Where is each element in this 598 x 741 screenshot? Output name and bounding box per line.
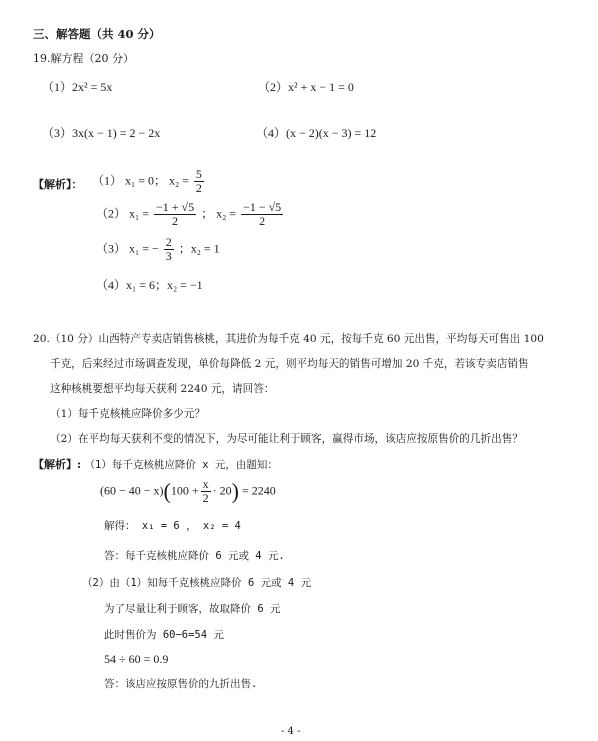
q19-part4 <box>256 124 376 141</box>
q20-equation-right: = 2240 <box>241 483 276 498</box>
q19-answer-4 <box>96 276 203 293</box>
q19-answer-2-separator: ； <box>201 206 214 221</box>
q19-answer-2-x2-prefix: x₂ = <box>216 206 237 221</box>
q19-answer-2-numerator-1: −1 + √5 <box>155 200 195 214</box>
q19-answer-2 <box>96 201 285 228</box>
q20-equation-mid-prefix: 100 + <box>170 483 199 498</box>
q20-part2-line-3: 此时售价为 60−6=54 元 <box>104 629 224 641</box>
q20-equation-mid-suffix: · 20 <box>212 483 232 498</box>
q19-part3-equation: 3x(x − 1) = 2 − 2x <box>72 126 161 140</box>
q19-part2 <box>258 78 354 95</box>
q19-part3-label: （3） <box>42 126 73 140</box>
q19-answer-1-x2-prefix: x₂ = <box>168 173 189 188</box>
q20-line-1: 20.（10 分）山西特产专卖店销售核桃，其进价为每千克 40 元，按每千克 60 元出售，平均每天可售出 100 <box>33 333 544 345</box>
q20-analysis <box>33 456 278 472</box>
q19-answer-3-x1-prefix: x₁ = − <box>129 241 159 256</box>
q19-part3 <box>42 124 160 141</box>
q20-equation-numerator: x <box>202 477 209 491</box>
q19-answer-2-numerator-2: −1 − √5 <box>243 200 282 214</box>
q19-part2-equation: x² + x − 1 = 0 <box>288 80 354 94</box>
q19-answer-1-fraction <box>194 168 204 195</box>
q19-answer-2-label: （2） <box>96 206 127 221</box>
q19-answer-2-denominator-1: 2 <box>172 214 179 228</box>
q19-answer-1-numerator: 5 <box>195 167 202 181</box>
q20-part2-line-5: 答：该店应按原售价的九折出售. <box>104 678 258 690</box>
q19-part4-equation: (x − 2)(x − 3) = 12 <box>286 126 377 140</box>
q19-answer-2-fraction-1 <box>154 201 196 228</box>
q19-answer-1-denominator: 2 <box>195 181 202 195</box>
q20-equation-open-paren: ( <box>163 478 171 504</box>
q19-part4-label: （4） <box>256 126 287 140</box>
q19-analysis-label: 【解析】： <box>33 178 83 191</box>
q19-answer-3-fraction <box>164 236 174 263</box>
q20-answer-1: 答：每千克核桃应降价 6 元或 4 元. <box>104 550 285 562</box>
q19-part1 <box>42 78 112 95</box>
q20-subquestion-1: （1）每千克核桃应降价多少元？ <box>50 408 206 420</box>
q19-answer-2-x1-prefix: x₁ = <box>129 206 149 221</box>
q20-part2-line-2: 为了尽量让利于顾客，故取降价 6 元 <box>104 603 281 615</box>
q19-answer-3-label: （3） <box>96 241 127 256</box>
q20-analysis-label: 【解析】: <box>33 458 82 471</box>
q19-part1-equation: 2x² = 5x <box>72 80 113 94</box>
q19-answer-3-denominator: 3 <box>165 249 172 263</box>
q19-part2-label: （2） <box>258 80 289 94</box>
q19-answer-4-label: （4） <box>96 278 127 292</box>
q19-answer-3 <box>96 236 220 263</box>
q20-equation <box>100 478 276 505</box>
q20-subquestion-2: （2）在平均每天获利不变的情况下，为尽可能让利于顾客，赢得市场，该店应按原售价的几折出售？ <box>50 433 523 445</box>
q19-answer-4-text: x₁ = 6；x₂ = −1 <box>126 278 203 292</box>
q19-answer-2-fraction-2 <box>241 201 283 228</box>
q20-part2-line-4: 54 ÷ 60 = 0.9 <box>104 652 169 666</box>
q20-line-2: 千克，后来经过市场调查发现，单价每降低 2 元，则平均每天的销售可增加 20 千克，若该专卖店销售 <box>50 358 529 370</box>
q19-answer-1-label: （1） <box>92 173 123 188</box>
q19-answer-3-numerator: 2 <box>165 235 172 249</box>
q19-title: 19.解方程（20 分） <box>33 52 134 65</box>
q19-answer-1 <box>92 168 206 195</box>
q20-analysis-intro: （1）每千克核桃应降价 x 元，由题知： <box>84 459 278 471</box>
q20-equation-denominator: 2 <box>202 491 209 505</box>
q20-solve-line: 解得： x₁ = 6 ， x₂ = 4 <box>104 520 241 532</box>
section-heading: 三、解答题（共 40 分） <box>33 27 161 41</box>
q20-equation-close-paren: ) <box>231 478 239 504</box>
q19-answer-3-x2: ；x₂ = 1 <box>178 241 220 256</box>
q19-answer-2-denominator-2: 2 <box>259 214 266 228</box>
q19-part1-label: （1） <box>42 80 73 94</box>
q20-equation-fraction <box>201 478 211 505</box>
q19-answer-1-x1: x₁ = 0； <box>125 173 166 188</box>
q20-part2-line-1: （2）由（1）知每千克核桃应降价 6 元或 4 元 <box>82 577 312 589</box>
page-number: - 4 - <box>281 726 301 737</box>
q20-equation-left: (60 − 40 − x) <box>100 483 164 498</box>
q20-line-3: 这种核桃要想平均每天获利 2240 元，请回答： <box>50 383 275 395</box>
